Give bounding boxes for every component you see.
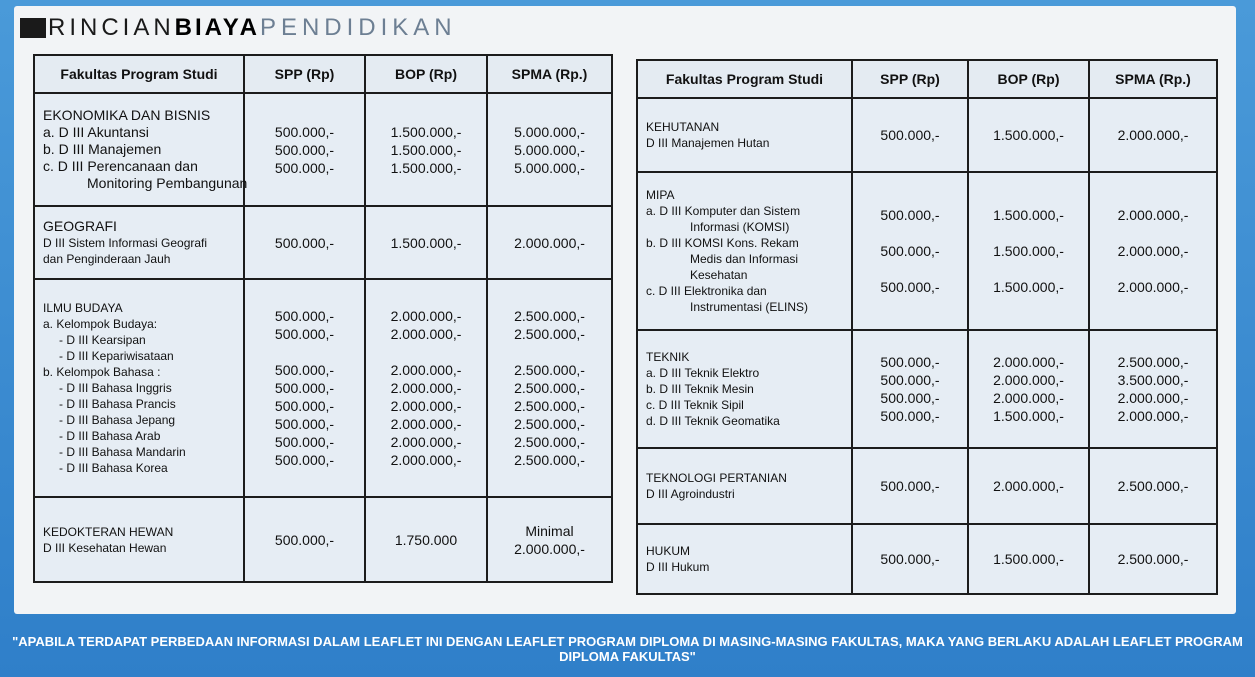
program-name: Monitoring Pembangunan bbox=[87, 175, 248, 191]
page-title bbox=[20, 16, 457, 40]
fee-value: 500.000,- bbox=[274, 326, 335, 342]
faculty-name: GEOGRAFI bbox=[43, 218, 117, 234]
fee-value: 2.500.000,- bbox=[514, 452, 585, 468]
title-part-pendidikan: PENDIDIKAN bbox=[259, 14, 457, 41]
table-header-row bbox=[637, 60, 1217, 98]
spp-cell bbox=[852, 172, 968, 330]
program-name: - D III Bahasa Korea bbox=[59, 461, 168, 475]
program-name: dan Penginderaan Jauh bbox=[43, 252, 171, 266]
spma-cell bbox=[487, 93, 612, 206]
bop-cell bbox=[365, 93, 487, 206]
fee-value: 1.500.000,- bbox=[993, 207, 1064, 223]
spp-cell: 500.000,- bbox=[244, 497, 365, 582]
fee-value: 5.000.000,- bbox=[514, 123, 585, 140]
program-name: Kesehatan bbox=[690, 268, 748, 282]
fee-value: 2.000.000,- bbox=[390, 308, 462, 324]
fee-value: 500.000,- bbox=[880, 372, 940, 388]
fee-value: 500.000,- bbox=[274, 159, 335, 176]
fee-value: 2.000.000,- bbox=[390, 380, 462, 396]
table-header-row bbox=[34, 55, 612, 93]
program-cell bbox=[637, 98, 852, 172]
table-row bbox=[637, 172, 1217, 330]
program-cell bbox=[637, 524, 852, 594]
header-program: Fakultas Program Studi bbox=[34, 55, 244, 93]
program-name: D III Agroindustri bbox=[646, 487, 735, 501]
program-name: - D III Bahasa Jepang bbox=[59, 413, 176, 427]
title-marker bbox=[20, 18, 46, 38]
program-cell bbox=[637, 172, 852, 330]
program-cell bbox=[34, 279, 244, 497]
program-name: - D III Kearsipan bbox=[59, 333, 146, 347]
header-bop: BOP (Rp) bbox=[365, 55, 487, 93]
fee-value: 2.000.000,- bbox=[390, 452, 462, 468]
program-name: D III Hukum bbox=[646, 560, 710, 574]
spp-cell bbox=[852, 330, 968, 448]
header-spp: SPP (Rp) bbox=[244, 55, 365, 93]
fee-value: 2.000.000,- bbox=[514, 540, 585, 557]
fee-value: 1.500.000,- bbox=[993, 279, 1064, 295]
fee-value: 500.000,- bbox=[274, 434, 335, 450]
fee-value: 1.500.000,- bbox=[390, 159, 462, 176]
fee-value: 2.000.000,- bbox=[993, 390, 1064, 406]
program-name: D III Sistem Informasi Geografi bbox=[43, 236, 208, 250]
program-cell bbox=[637, 330, 852, 448]
faculty-name: HUKUM bbox=[646, 544, 690, 558]
group-name: a. Kelompok Budaya: bbox=[43, 317, 158, 331]
spma-cell bbox=[1089, 172, 1217, 330]
fee-value: 2.500.000,- bbox=[514, 416, 585, 432]
fee-value: 2.500.000,- bbox=[514, 380, 585, 396]
fee-value: 1.500.000,- bbox=[993, 408, 1064, 424]
faculty-name: ILMU BUDAYA bbox=[43, 301, 123, 315]
program-cell bbox=[34, 93, 248, 206]
program-name: - D III Kepariwisataan bbox=[59, 349, 174, 363]
spma-cell: 2.000.000,- bbox=[487, 206, 612, 279]
title-text bbox=[48, 16, 457, 40]
fee-value: 2.500.000,- bbox=[514, 434, 585, 450]
fee-value: 500.000,- bbox=[880, 243, 940, 259]
bop-cell: 1.500.000,- bbox=[968, 98, 1089, 172]
fee-value: 2.000.000,- bbox=[390, 398, 462, 414]
header-spma: SPMA (Rp.) bbox=[487, 55, 612, 93]
header-spp: SPP (Rp) bbox=[852, 60, 968, 98]
fee-value: 2.500.000,- bbox=[514, 308, 585, 324]
bop-cell: 1.500.000,- bbox=[968, 524, 1089, 594]
fee-value: 2.500.000,- bbox=[514, 398, 585, 414]
spma-cell bbox=[487, 279, 612, 497]
faculty-name: MIPA bbox=[646, 188, 675, 202]
fee-value: 2.500.000,- bbox=[514, 362, 585, 378]
table-row bbox=[637, 524, 1217, 594]
spp-cell bbox=[244, 279, 365, 497]
fee-table-right bbox=[636, 59, 1218, 595]
bop-cell: 1.750.000 bbox=[365, 497, 487, 582]
spma-cell: 2.500.000,- bbox=[1089, 448, 1217, 524]
group-name: b. Kelompok Bahasa : bbox=[43, 365, 161, 379]
table-row bbox=[34, 93, 612, 206]
fee-value: 2.000.000,- bbox=[1117, 243, 1189, 259]
table-row bbox=[637, 448, 1217, 524]
bop-cell bbox=[968, 172, 1089, 330]
fee-value: 500.000,- bbox=[880, 207, 940, 223]
fee-value: 500.000,- bbox=[880, 390, 940, 406]
fee-value: 500.000,- bbox=[274, 123, 335, 140]
program-name: Medis dan Informasi bbox=[690, 252, 799, 266]
fee-value: 2.500.000,- bbox=[1117, 354, 1189, 370]
spp-cell bbox=[244, 93, 365, 206]
fee-value: 2.000.000,- bbox=[1117, 279, 1189, 295]
spma-cell: 2.000.000,- bbox=[1089, 98, 1217, 172]
table-row bbox=[34, 279, 612, 497]
fee-value: 5.000.000,- bbox=[514, 141, 585, 158]
program-name: - D III Bahasa Arab bbox=[59, 429, 161, 443]
spma-cell bbox=[1089, 330, 1217, 448]
fee-value: 500.000,- bbox=[880, 354, 940, 370]
program-name: - D III Bahasa Prancis bbox=[59, 397, 176, 411]
fee-value: 500.000,- bbox=[274, 452, 335, 468]
program-name: a. D III Teknik Elektro bbox=[646, 366, 760, 380]
fee-value: 500.000,- bbox=[274, 416, 335, 432]
program-cell bbox=[637, 448, 852, 524]
fee-value: 5.000.000,- bbox=[514, 159, 585, 176]
program-name: c. D III Elektronika dan bbox=[646, 284, 767, 298]
spma-cell bbox=[487, 497, 612, 582]
program-name: a. D III Akuntansi bbox=[43, 124, 149, 140]
bop-cell: 2.000.000,- bbox=[968, 448, 1089, 524]
fee-value: 500.000,- bbox=[274, 308, 335, 324]
faculty-name: TEKNOLOGI PERTANIAN bbox=[646, 471, 787, 485]
spp-cell: 500.000,- bbox=[244, 206, 365, 279]
fee-value: 2.500.000,- bbox=[514, 326, 585, 342]
fee-table-left bbox=[33, 54, 613, 583]
fee-value: 500.000,- bbox=[274, 380, 335, 396]
fee-value: 1.500.000,- bbox=[390, 123, 462, 140]
fee-value: 2.000.000,- bbox=[993, 372, 1064, 388]
program-name: b. D III Teknik Mesin bbox=[646, 382, 754, 396]
program-name: a. D III Komputer dan Sistem bbox=[646, 204, 801, 218]
fee-value: 3.500.000,- bbox=[1117, 372, 1189, 388]
program-name: D III Manajemen Hutan bbox=[646, 136, 770, 150]
table-row bbox=[34, 497, 612, 582]
title-part-biaya: BIAYA bbox=[174, 14, 260, 41]
fee-value: 500.000,- bbox=[274, 398, 335, 414]
spp-cell: 500.000,- bbox=[852, 524, 968, 594]
spp-cell: 500.000,- bbox=[852, 448, 968, 524]
program-name: c. D III Teknik Sipil bbox=[646, 398, 744, 412]
program-cell bbox=[34, 497, 244, 582]
program-name: Informasi (KOMSI) bbox=[690, 220, 790, 234]
fee-value: 2.000.000,- bbox=[1117, 390, 1189, 406]
program-cell bbox=[34, 206, 244, 279]
program-name: b. D III KOMSI Kons. Rekam bbox=[646, 236, 799, 250]
table-row bbox=[34, 206, 612, 279]
bop-cell bbox=[365, 279, 487, 497]
spp-cell: 500.000,- bbox=[852, 98, 968, 172]
fee-value: 500.000,- bbox=[274, 141, 335, 158]
fee-value: 2.000.000,- bbox=[390, 326, 462, 342]
fee-value: 500.000,- bbox=[274, 362, 335, 378]
faculty-name: TEKNIK bbox=[646, 350, 690, 364]
spma-cell: 2.500.000,- bbox=[1089, 524, 1217, 594]
bop-cell: 1.500.000,- bbox=[365, 206, 487, 279]
fee-value: 1.500.000,- bbox=[390, 141, 462, 158]
fee-value: 2.000.000,- bbox=[390, 434, 462, 450]
fee-value: 500.000,- bbox=[880, 279, 940, 295]
faculty-name: KEHUTANAN bbox=[646, 120, 720, 134]
header-program: Fakultas Program Studi bbox=[637, 60, 852, 98]
table-row bbox=[637, 330, 1217, 448]
header-spma: SPMA (Rp.) bbox=[1089, 60, 1217, 98]
program-name: D III Kesehatan Hewan bbox=[43, 540, 167, 555]
fee-value: 1.500.000,- bbox=[993, 243, 1064, 259]
program-name: Instrumentasi (ELINS) bbox=[690, 300, 809, 314]
program-name: b. D III Manajemen bbox=[43, 141, 162, 157]
title-part-rincian: RINCIAN bbox=[48, 14, 175, 41]
program-name: d. D III Teknik Geomatika bbox=[646, 414, 780, 428]
faculty-name: EKONOMIKA DAN BISNIS bbox=[43, 107, 211, 123]
program-name: c. D III Perencanaan dan bbox=[43, 158, 198, 174]
table-row bbox=[637, 98, 1217, 172]
fee-value: 2.000.000,- bbox=[1117, 207, 1189, 223]
header-bop: BOP (Rp) bbox=[968, 60, 1089, 98]
disclaimer-footer: "APABILA TERDAPAT PERBEDAAN INFORMASI DALAM LEAFLET INI DENGAN LEAFLET PROGRAM DIPLOMA DI MASING-MASING FAKULTAS, MAKA YANG BERLAKU ADALAH LEAFLET PROGRAM DIPLOMA FAKULTAS" bbox=[12, 634, 1243, 664]
fee-value: 2.000.000,- bbox=[390, 416, 462, 432]
fee-value: 2.000.000,- bbox=[390, 362, 462, 378]
program-name: - D III Bahasa Inggris bbox=[59, 381, 172, 395]
fee-value: 500.000,- bbox=[880, 408, 940, 424]
program-name: - D III Bahasa Mandarin bbox=[59, 445, 186, 459]
fee-value: 2.000.000,- bbox=[993, 354, 1064, 370]
faculty-name: KEDOKTERAN HEWAN bbox=[43, 524, 174, 539]
fee-value: 2.000.000,- bbox=[1117, 408, 1189, 424]
bop-cell bbox=[968, 330, 1089, 448]
fee-note: Minimal bbox=[525, 522, 574, 539]
